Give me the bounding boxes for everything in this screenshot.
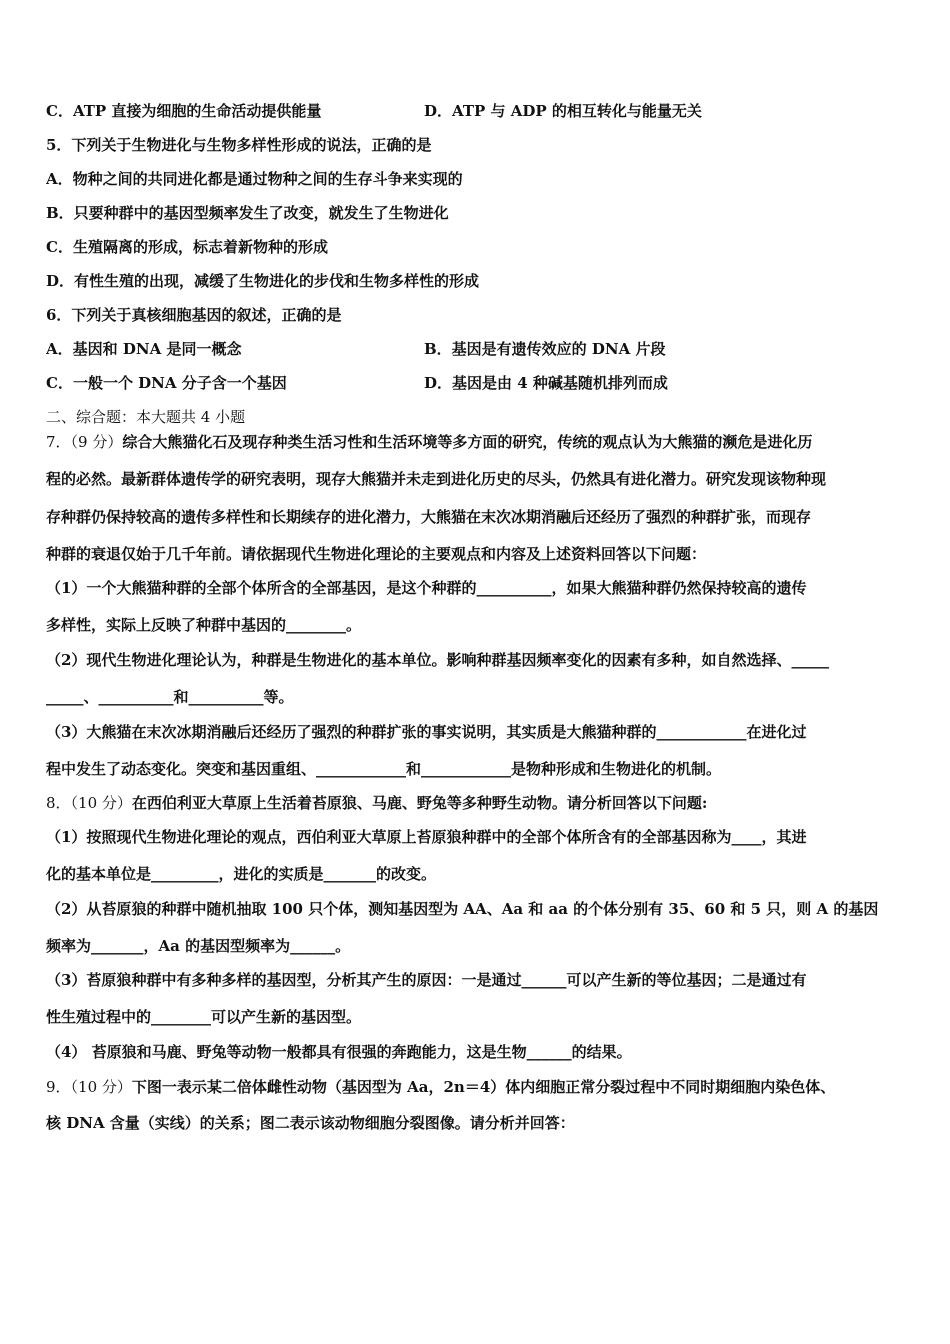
q4-option-c: C．ATP 直接为细胞的生命活动提供能量 — [46, 102, 322, 120]
q5-option-d: D．有性生殖的出现，减缓了生物进化的步伐和生物多样性的形成 — [46, 272, 480, 290]
q9-number: 9．（10 分） — [46, 1078, 132, 1096]
q7-number: 7．（9 分） — [46, 433, 123, 451]
q6-option-c: C．一般一个 DNA 分子含一个基因 — [46, 374, 287, 392]
q5-option-b: B．只要种群中的基因型频率发生了改变，就发生了生物进化 — [46, 204, 449, 222]
q8-stem-line — [46, 792, 908, 814]
q6-options-row-2 — [46, 372, 908, 394]
q7-sub2-line-1: （2）现代生物进化理论认为，种群是生物进化的基本单位。影响种群基因频率变化的因素有多种，如自然选择、_____ — [46, 651, 829, 669]
q7-sub2-line-2: _____、__________和__________等。 — [46, 688, 294, 706]
q9-para-line-1 — [46, 1076, 908, 1098]
q6-option-a: A．基因和 DNA 是同一概念 — [46, 340, 242, 358]
q5-option-c: C．生殖隔离的形成，标志着新物种的形成 — [46, 238, 328, 256]
q8-sub4-line: （4） 苔原狼和马鹿、野兔等动物一般都具有很强的奔跑能力，这是生物______的结果。 — [46, 1043, 632, 1061]
q9-para-line-2: 核 DNA 含量（实线）的关系；图二表示该动物细胞分裂图像。请分析并回答： — [46, 1114, 575, 1132]
q9-para-text-1: 下图一表示某二倍体雌性动物（基因型为 Aa，2n＝4）体内细胞正常分裂过程中不同时期细胞内染色体、 — [131, 1078, 836, 1096]
q5-stem: 5．下列关于生物进化与生物多样性形成的说法，正确的是 — [46, 136, 432, 154]
q7-para-line-1 — [46, 431, 908, 453]
q7-para-line-2: 程的必然。最新群体遗传学的研究表明，现存大熊猫并未走到进化历史的尽头，仍然具有进化潜力。研究发现该物种现 — [46, 470, 827, 488]
q8-sub3-line-2: 性生殖过程中的________可以产生新的基因型。 — [46, 1008, 362, 1026]
q7-sub3-line-2: 程中发生了动态变化。突变和基因重组、____________和____________是物种形成和生物进化的机制。 — [46, 760, 722, 778]
q8-sub1-line-2: 化的基本单位是_________，进化的实质是_______的改变。 — [46, 865, 437, 883]
q8-number: 8．（10 分） — [46, 794, 132, 812]
q7-para-line-4: 种群的衰退仅始于几千年前。请依据现代生物进化理论的主要观点和内容及上述资料回答以下问题： — [46, 545, 707, 563]
q6-option-d: D．基因是由 4 种碱基随机排列而成 — [424, 374, 668, 392]
q7-sub3-line-1: （3）大熊猫在末次冰期消融后还经历了强烈的种群扩张的事实说明，其实质是大熊猫种群的____________在进化过 — [46, 723, 807, 741]
q5-option-a: A．物种之间的共同进化都是通过物种之间的生存斗争来实现的 — [46, 170, 463, 188]
q8-stem-text: 在西伯利亚大草原上生活着苔原狼、马鹿、野兔等多种野生动物。请分析回答以下问题: — [131, 794, 708, 812]
section-2-title: 二、综合题：本大题共 4 小题 — [46, 408, 246, 426]
q7-sub1-line-2: 多样性，实际上反映了种群中基因的________。 — [46, 616, 362, 634]
q7-para-line-3: 存种群仍保持较高的遗传多样性和长期续存的进化潜力，大熊猫在末次冰期消融后还经历了强烈的种群扩张，而现存 — [46, 508, 812, 526]
q8-sub2-line-1: （2）从苔原狼的种群中随机抽取 100 只个体，测知基因型为 AA、Aa 和 aa 的个体分别有 35、60 和 5 只，则 A 的基因 — [46, 900, 879, 918]
q8-sub2-line-2: 频率为_______，Aa 的基因型频率为______。 — [46, 937, 351, 955]
q6-stem: 6．下列关于真核细胞基因的叙述，正确的是 — [46, 306, 342, 324]
q6-option-b: B．基因是有遗传效应的 DNA 片段 — [424, 340, 666, 358]
q7-para-text-1: 综合大熊猫化石及现存种类生活习性和生活环境等多方面的研究，传统的观点认为大熊猫的濒危是进化历 — [122, 433, 813, 451]
q8-sub1-line-1: （1）按照现代生物进化理论的观点，西伯利亚大草原上苔原狼种群中的全部个体所含有的全部基因称为____，其进 — [46, 828, 807, 846]
q4-option-d: D．ATP 与 ADP 的相互转化与能量无关 — [424, 102, 702, 120]
q8-sub3-line-1: （3）苔原狼种群中有多种多样的基因型，分析其产生的原因：一是通过______可以产生新的等位基因；二是通过有 — [46, 971, 807, 989]
q7-sub1-line-1: （1）一个大熊猫种群的全部个体所含的全部基因，是这个种群的__________，如果大熊猫种群仍然保持较高的遗传 — [46, 579, 807, 597]
q4-options-row — [46, 100, 908, 122]
q6-options-row-1 — [46, 338, 908, 360]
